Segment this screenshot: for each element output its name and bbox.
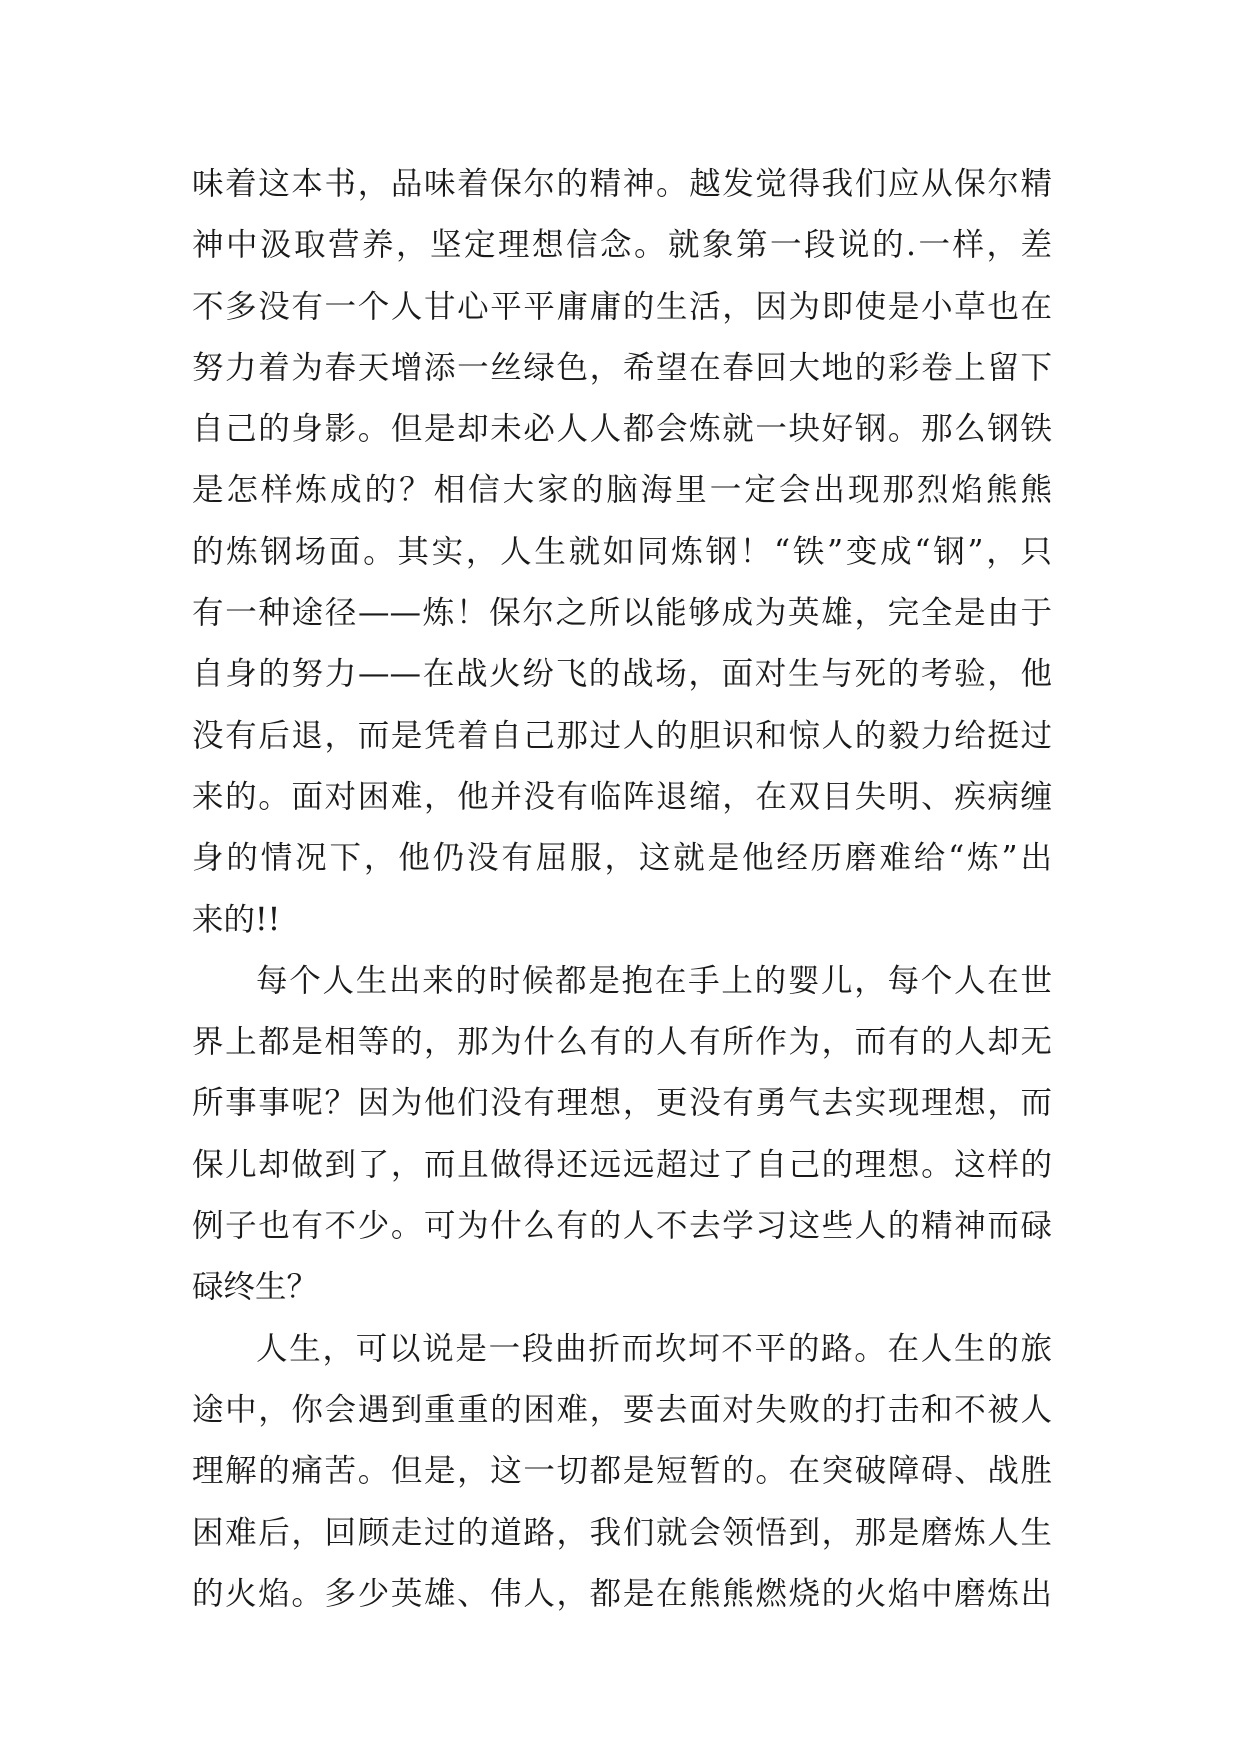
text-line: 身的情况下，他仍没有屈服，这就是他经历磨难给“炼”出	[192, 840, 1052, 877]
text-line: 自身的努力——在战火纷飞的战场，面对生与死的考验，他	[192, 656, 1052, 693]
paragraph	[192, 951, 1052, 1319]
body-text	[192, 154, 1052, 1625]
paragraph	[192, 154, 1052, 951]
text-line: 神中汲取营养，坚定理想信念。就象第一段说的.一样，差	[192, 227, 1052, 264]
text-line: 努力着为春天增添一丝绿色，希望在春回大地的彩卷上留下	[192, 349, 1052, 386]
text-line: 碌终生？	[192, 1269, 319, 1306]
text-line: 例子也有不少。可为什么有的人不去学习这些人的精神而碌	[192, 1208, 1052, 1245]
text-line: 没有后退，而是凭着自己那过人的胆识和惊人的毅力给挺过	[192, 717, 1052, 754]
text-line: 的火焰。多少英雄、伟人，都是在熊熊燃烧的火焰中磨炼出	[192, 1575, 1052, 1612]
paragraph	[192, 1319, 1052, 1625]
text-line: 有一种途径——炼！保尔之所以能够成为英雄，完全是由于	[192, 595, 1052, 632]
text-line: 每个人生出来的时候都是抱在手上的婴儿，每个人在世	[256, 962, 1052, 999]
text-line: 人生，可以说是一段曲折而坎坷不平的路。在人生的旅	[256, 1330, 1052, 1367]
text-line: 途中，你会遇到重重的困难，要去面对失败的打击和不被人	[192, 1391, 1052, 1428]
text-line: 的炼钢场面。其实，人生就如同炼钢！“铁”变成“钢”，只	[192, 533, 1052, 570]
text-line: 不多没有一个人甘心平平庸庸的生活，因为即使是小草也在	[192, 288, 1052, 325]
text-line: 困难后，回顾走过的道路，我们就会领悟到，那是磨炼人生	[192, 1514, 1052, 1551]
text-line: 来的!!	[192, 901, 281, 938]
text-line: 来的。面对困难，他并没有临阵退缩，在双目失明、疾病缠	[192, 778, 1052, 815]
text-line: 保儿却做到了，而且做得还远远超过了自己的理想。这样的	[192, 1146, 1052, 1183]
text-line: 理解的痛苦。但是，这一切都是短暂的。在突破障碍、战胜	[192, 1453, 1052, 1490]
text-line: 味着这本书，品味着保尔的精神。越发觉得我们应从保尔精	[192, 166, 1052, 202]
text-line: 界上都是相等的，那为什么有的人有所作为，而有的人却无	[192, 1024, 1052, 1061]
text-line: 是怎样炼成的？相信大家的脑海里一定会出现那烈焰熊熊	[192, 472, 1052, 509]
text-line: 所事事呢？因为他们没有理想，更没有勇气去实现理想，而	[192, 1085, 1052, 1122]
text-line: 自己的身影。但是却未必人人都会炼就一块好钢。那么钢铁	[192, 411, 1052, 448]
